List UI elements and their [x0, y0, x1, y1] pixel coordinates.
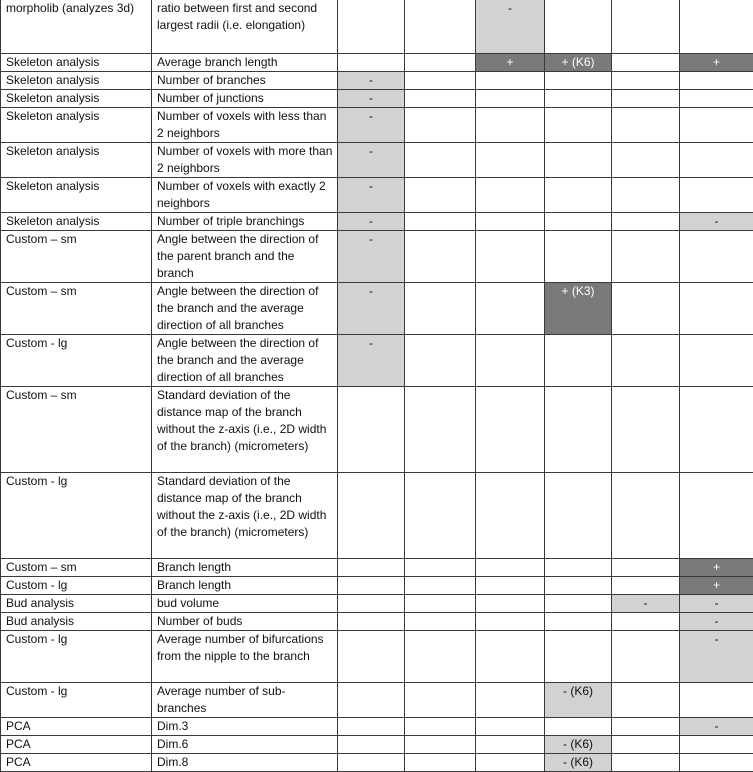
- table-row: [1, 683, 753, 718]
- effect-cell-col-2: [405, 473, 476, 559]
- source-cell: Custom – sm: [1, 387, 152, 473]
- source-cell: Bud analysis: [1, 613, 152, 631]
- effect-cell-col-1: [338, 473, 405, 559]
- effect-cell-col-4: [545, 335, 612, 387]
- effect-cell-col-1: -: [338, 231, 405, 283]
- feature-cell: Number of voxels with less than 2 neighbors: [152, 108, 338, 143]
- effect-cell-col-3: [476, 559, 545, 577]
- effect-cell-col-1: -: [338, 335, 405, 387]
- effect-cell-col-3: [476, 231, 545, 283]
- effect-cell-col-2: [405, 54, 476, 72]
- effect-cell-col-2: [405, 178, 476, 213]
- effect-cell-col-5: [612, 283, 680, 335]
- effect-cell-col-5: [612, 213, 680, 231]
- effect-cell-col-1: [338, 718, 405, 736]
- effect-cell-col-4: [545, 387, 612, 473]
- effect-cell-col-2: [405, 143, 476, 178]
- effect-cell-col-6: [680, 108, 753, 143]
- effect-cell-col-2: [405, 754, 476, 772]
- source-cell: PCA: [1, 718, 152, 736]
- effect-cell-col-2: [405, 595, 476, 613]
- effect-cell-col-1: -: [338, 108, 405, 143]
- effect-cell-col-3: [476, 90, 545, 108]
- effect-cell-col-1: [338, 559, 405, 577]
- effect-cell-col-4: [545, 178, 612, 213]
- table-row: [1, 718, 753, 736]
- feature-cell: Standard deviation of the distance map of the branch without the z-axis (i.e., 2D width of the branch) (micrometers): [152, 473, 338, 559]
- effect-cell-col-2: [405, 0, 476, 54]
- effect-cell-col-6: [680, 143, 753, 178]
- effect-cell-col-4: [545, 473, 612, 559]
- effect-cell-col-2: [405, 683, 476, 718]
- table-row: [1, 595, 753, 613]
- effect-cell-col-3: [476, 283, 545, 335]
- effect-cell-col-4: [545, 559, 612, 577]
- effect-cell-col-3: [476, 613, 545, 631]
- effect-cell-col-1: [338, 54, 405, 72]
- table-row: [1, 231, 753, 283]
- effect-cell-col-2: [405, 577, 476, 595]
- effect-cell-col-1: [338, 754, 405, 772]
- effect-cell-col-6: [680, 683, 753, 718]
- table-row: [1, 0, 753, 54]
- effect-cell-col-1: -: [338, 283, 405, 335]
- source-cell: Custom - lg: [1, 473, 152, 559]
- effect-cell-col-6: [680, 90, 753, 108]
- feature-cell: Angle between the direction of the branch and the average direction of all branches: [152, 283, 338, 335]
- effect-cell-col-3: [476, 754, 545, 772]
- source-cell: Custom – sm: [1, 231, 152, 283]
- effect-cell-col-4: [545, 0, 612, 54]
- effect-cell-col-2: [405, 387, 476, 473]
- table-row: [1, 108, 753, 143]
- effect-cell-col-2: [405, 631, 476, 683]
- effect-cell-col-5: -: [612, 595, 680, 613]
- effect-cell-col-6: [680, 178, 753, 213]
- effect-cell-col-3: [476, 387, 545, 473]
- effect-cell-col-3: [476, 577, 545, 595]
- source-cell: Skeleton analysis: [1, 143, 152, 178]
- effect-cell-col-6: [680, 231, 753, 283]
- effect-cell-col-6: +: [680, 559, 753, 577]
- effect-cell-col-5: [612, 613, 680, 631]
- effect-cell-col-3: [476, 178, 545, 213]
- table-row: [1, 72, 753, 90]
- effect-cell-col-5: [612, 736, 680, 754]
- table-row: [1, 473, 753, 559]
- source-cell: Skeleton analysis: [1, 213, 152, 231]
- effect-cell-col-2: [405, 231, 476, 283]
- effect-cell-col-6: [680, 72, 753, 90]
- table-row: [1, 387, 753, 473]
- source-cell: Custom - lg: [1, 683, 152, 718]
- effect-cell-col-6: -: [680, 631, 753, 683]
- effect-cell-col-4: [545, 577, 612, 595]
- effect-cell-col-1: [338, 631, 405, 683]
- effect-cell-col-5: [612, 577, 680, 595]
- effect-cell-col-2: [405, 283, 476, 335]
- effect-cell-col-5: [612, 72, 680, 90]
- table-row: [1, 90, 753, 108]
- feature-cell: Number of buds: [152, 613, 338, 631]
- table-row: [1, 54, 753, 72]
- feature-cell: Number of voxels with more than 2 neighbors: [152, 143, 338, 178]
- source-cell: Custom – sm: [1, 559, 152, 577]
- effect-cell-col-5: [612, 335, 680, 387]
- effect-cell-col-5: [612, 143, 680, 178]
- effect-cell-col-3: [476, 335, 545, 387]
- effect-cell-col-2: [405, 213, 476, 231]
- feature-cell: Number of triple branchings: [152, 213, 338, 231]
- effect-cell-col-3: [476, 718, 545, 736]
- effect-cell-col-6: -: [680, 613, 753, 631]
- effect-cell-col-4: + (K6): [545, 54, 612, 72]
- effect-cell-col-5: [612, 54, 680, 72]
- source-cell: Skeleton analysis: [1, 90, 152, 108]
- source-cell: Skeleton analysis: [1, 54, 152, 72]
- effect-cell-col-6: [680, 0, 753, 54]
- effect-cell-col-3: [476, 473, 545, 559]
- effect-cell-col-3: -: [476, 0, 545, 54]
- effect-cell-col-1: -: [338, 90, 405, 108]
- feature-cell: Number of branches: [152, 72, 338, 90]
- effect-cell-col-2: [405, 72, 476, 90]
- effect-cell-col-6: [680, 736, 753, 754]
- feature-cell: Standard deviation of the distance map of the branch without the z-axis (i.e., 2D width of the branch) (micrometers): [152, 387, 338, 473]
- effect-cell-col-3: +: [476, 54, 545, 72]
- feature-cell: bud volume: [152, 595, 338, 613]
- source-cell: Custom - lg: [1, 335, 152, 387]
- effect-cell-col-4: [545, 231, 612, 283]
- effect-cell-col-1: -: [338, 178, 405, 213]
- effect-cell-col-1: -: [338, 213, 405, 231]
- feature-cell: Branch length: [152, 559, 338, 577]
- effect-cell-col-6: [680, 335, 753, 387]
- effect-cell-col-4: [545, 213, 612, 231]
- effect-cell-col-1: [338, 595, 405, 613]
- effect-cell-col-6: +: [680, 577, 753, 595]
- feature-cell: Number of junctions: [152, 90, 338, 108]
- effect-cell-col-2: [405, 613, 476, 631]
- table-row: [1, 143, 753, 178]
- feature-cell: Angle between the direction of the branch and the average direction of all branches: [152, 335, 338, 387]
- effect-cell-col-3: [476, 108, 545, 143]
- effect-cell-col-5: [612, 631, 680, 683]
- effect-cell-col-4: - (K6): [545, 736, 612, 754]
- effect-cell-col-6: +: [680, 54, 753, 72]
- table-row: [1, 283, 753, 335]
- effect-cell-col-1: [338, 683, 405, 718]
- feature-cell: Average number of sub-branches: [152, 683, 338, 718]
- effect-cell-col-1: [338, 0, 405, 54]
- effect-cell-col-3: [476, 72, 545, 90]
- source-cell: PCA: [1, 754, 152, 772]
- source-cell: Skeleton analysis: [1, 178, 152, 213]
- effect-cell-col-2: [405, 736, 476, 754]
- effect-cell-col-4: [545, 718, 612, 736]
- effect-cell-col-4: [545, 143, 612, 178]
- effect-cell-col-5: [612, 90, 680, 108]
- table-row: [1, 631, 753, 683]
- effect-cell-col-3: [476, 595, 545, 613]
- effect-cell-col-3: [476, 631, 545, 683]
- effect-cell-col-4: + (K3): [545, 283, 612, 335]
- feature-cell: ratio between first and second largest radii (i.e. elongation): [152, 0, 338, 54]
- effect-cell-col-2: [405, 108, 476, 143]
- effect-cell-col-5: [612, 559, 680, 577]
- table-row: [1, 213, 753, 231]
- effect-cell-col-6: -: [680, 595, 753, 613]
- effect-cell-col-6: -: [680, 718, 753, 736]
- effect-cell-col-6: -: [680, 213, 753, 231]
- table-row: [1, 559, 753, 577]
- effect-cell-col-4: - (K6): [545, 754, 612, 772]
- effect-cell-col-5: [612, 754, 680, 772]
- effect-cell-col-3: [476, 143, 545, 178]
- table-row: [1, 736, 753, 754]
- feature-cell: Number of voxels with exactly 2 neighbors: [152, 178, 338, 213]
- feature-cell: Dim.6: [152, 736, 338, 754]
- effect-cell-col-1: [338, 613, 405, 631]
- table-row: [1, 335, 753, 387]
- table-row: [1, 577, 753, 595]
- table-row: [1, 754, 753, 772]
- effect-cell-col-3: [476, 213, 545, 231]
- effect-cell-col-3: [476, 683, 545, 718]
- source-cell: Skeleton analysis: [1, 72, 152, 90]
- effect-cell-col-5: [612, 178, 680, 213]
- effect-cell-col-2: [405, 90, 476, 108]
- source-cell: morpholib (analyzes 3d): [1, 0, 152, 54]
- effect-cell-col-5: [612, 718, 680, 736]
- source-cell: Custom – sm: [1, 283, 152, 335]
- effect-cell-col-4: [545, 613, 612, 631]
- feature-cell: Average number of bifurcations from the nipple to the branch: [152, 631, 338, 683]
- feature-cell: Branch length: [152, 577, 338, 595]
- effect-cell-col-2: [405, 335, 476, 387]
- effect-cell-col-5: [612, 231, 680, 283]
- source-cell: Custom - lg: [1, 631, 152, 683]
- effect-cell-col-2: [405, 718, 476, 736]
- effect-cell-col-3: [476, 736, 545, 754]
- effect-cell-col-1: -: [338, 143, 405, 178]
- effect-cell-col-1: [338, 387, 405, 473]
- effect-cell-col-1: -: [338, 72, 405, 90]
- effect-cell-col-5: [612, 108, 680, 143]
- effect-cell-col-6: [680, 754, 753, 772]
- effect-cell-col-5: [612, 473, 680, 559]
- effect-cell-col-1: [338, 577, 405, 595]
- effect-cell-col-2: [405, 559, 476, 577]
- source-cell: PCA: [1, 736, 152, 754]
- effect-cell-col-6: [680, 283, 753, 335]
- effect-cell-col-4: [545, 595, 612, 613]
- effect-cell-col-1: [338, 736, 405, 754]
- source-cell: Skeleton analysis: [1, 108, 152, 143]
- table-row: [1, 613, 753, 631]
- effect-cell-col-6: [680, 473, 753, 559]
- table-body: [1, 0, 753, 772]
- effect-cell-col-4: [545, 72, 612, 90]
- source-cell: Bud analysis: [1, 595, 152, 613]
- feature-cell: Angle between the direction of the parent branch and the branch: [152, 231, 338, 283]
- feature-cell: Average branch length: [152, 54, 338, 72]
- effect-cell-col-4: [545, 90, 612, 108]
- feature-cell: Dim.8: [152, 754, 338, 772]
- source-cell: Custom - lg: [1, 577, 152, 595]
- effect-cell-col-5: [612, 387, 680, 473]
- feature-cell: Dim.3: [152, 718, 338, 736]
- effect-cell-col-4: - (K6): [545, 683, 612, 718]
- effect-cell-col-4: [545, 108, 612, 143]
- table-row: [1, 178, 753, 213]
- effect-cell-col-5: [612, 0, 680, 54]
- effect-cell-col-6: [680, 387, 753, 473]
- effect-cell-col-4: [545, 631, 612, 683]
- effect-cell-col-5: [612, 683, 680, 718]
